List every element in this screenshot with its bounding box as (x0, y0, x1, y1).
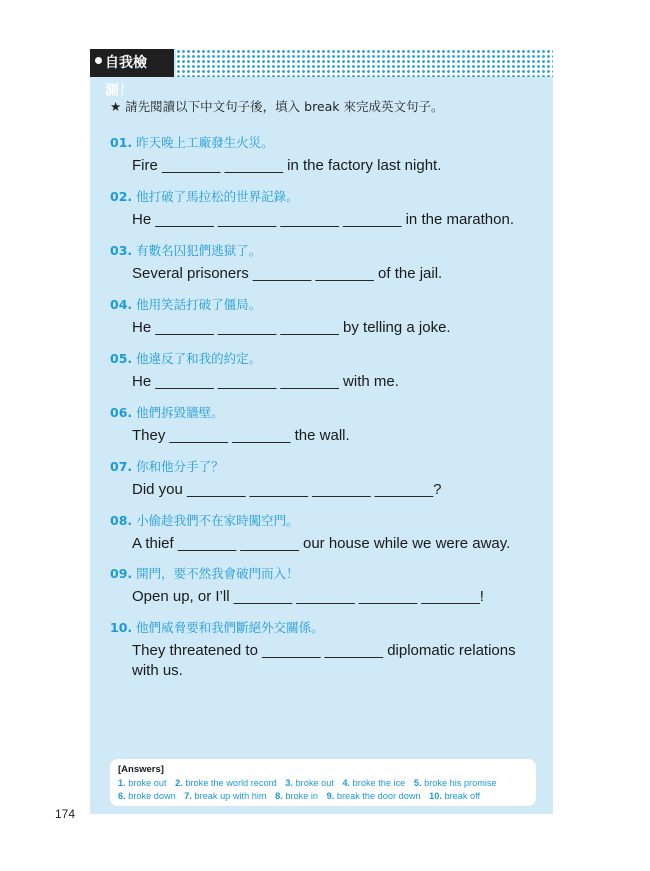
answers-row-2 (118, 790, 528, 803)
answer-item (342, 778, 405, 788)
item-sentence: They threatened to _______ _______ diplomatic relations (132, 642, 516, 659)
item-number: 07. (110, 459, 133, 474)
answer-item (118, 791, 176, 801)
item-sentence: They _______ _______ the wall. (132, 427, 350, 444)
answer-text: broke his promise (424, 778, 497, 788)
answer-item (327, 791, 421, 801)
item-prompt (110, 564, 484, 581)
item-prompt (110, 457, 441, 474)
item-number: 02. (110, 189, 133, 204)
answer-number: 2. (175, 778, 183, 788)
item-number: 06. (110, 405, 133, 420)
answer-text: break up with him (194, 791, 267, 801)
exercise-item-05 (110, 349, 399, 392)
answer-text: broke down (128, 791, 176, 801)
item-chinese: 他們威脅要和我們斷絕外交關係。 (136, 620, 324, 635)
answer-text: broke out (295, 778, 334, 788)
item-prompt (110, 618, 516, 635)
answer-item (184, 791, 266, 801)
item-chinese: 有數名囚犯們逃獄了。 (136, 243, 262, 258)
answer-text: broke the ice (352, 778, 406, 788)
answer-number: 9. (326, 791, 335, 801)
item-sentence: He _______ _______ _______ by telling a joke. (132, 319, 451, 336)
section-title-tab (90, 49, 174, 99)
answer-item (285, 778, 334, 788)
answer-item (118, 778, 167, 788)
answer-number: 8. (275, 791, 283, 801)
item-sentence: Fire _______ _______ in the factory last night. (132, 157, 442, 174)
answer-item (175, 778, 277, 788)
answer-text: broke in (285, 791, 319, 801)
answer-number: 1. (118, 778, 126, 788)
page-number: 174 (55, 807, 76, 821)
item-sentence: Open up, or I’ll _______ _______ _______ _______! (132, 588, 484, 605)
answer-number: 10. (429, 791, 442, 801)
exercise-item-02 (110, 187, 514, 230)
exercise-item-09 (110, 564, 484, 607)
exercise-item-06 (110, 403, 350, 446)
answer-item (414, 778, 497, 788)
item-chinese: 他違反了和我的約定。 (136, 351, 262, 366)
exercise-item-01 (110, 133, 441, 176)
item-prompt (110, 241, 442, 258)
answer-text: broke the world record (185, 778, 277, 788)
item-number: 04. (110, 297, 133, 312)
item-sentence: Several prisoners _______ _______ of the jail. (132, 265, 443, 282)
answer-item (275, 791, 318, 801)
item-sentence-continued: with us. (132, 662, 183, 679)
item-number: 01. (110, 135, 133, 150)
item-prompt (110, 349, 399, 366)
exercise-item-03 (110, 241, 442, 284)
dotted-pattern-band (176, 49, 553, 77)
exercise-item-08 (110, 511, 510, 554)
exercise-item-10 (110, 618, 516, 681)
item-prompt (110, 295, 451, 312)
answer-number: 7. (184, 791, 192, 801)
item-prompt (110, 403, 350, 420)
answers-box (110, 759, 536, 806)
item-number: 08. (110, 513, 133, 528)
answer-number: 4. (342, 778, 351, 788)
item-number: 03. (110, 243, 133, 258)
bullet-dot-icon (95, 57, 102, 64)
item-chinese: 昨天晚上工廠發生火災。 (136, 135, 274, 150)
item-chinese: 開門，要不然我會破門而入！ (136, 566, 299, 581)
item-number: 09. (110, 566, 133, 581)
item-chinese: 小偷趁我們不在家時闖空門。 (136, 513, 299, 528)
answer-number: 3. (285, 778, 293, 788)
item-number: 10. (110, 620, 133, 635)
item-chinese: 他們拆毀牆壁。 (136, 405, 224, 420)
answers-title: [Answers] (118, 764, 164, 775)
item-prompt (110, 187, 514, 204)
section-header (90, 49, 553, 99)
item-prompt (110, 133, 441, 150)
item-chinese: 他打破了馬拉松的世界記錄。 (136, 189, 299, 204)
instruction-text: ★ 請先閱讀以下中文句子後，填入 break 來完成英文句子。 (110, 99, 444, 114)
item-sentence: He _______ _______ _______ with me. (132, 373, 399, 390)
item-sentence: He _______ _______ _______ _______ in the marathon. (132, 211, 514, 228)
answer-text: broke out (128, 778, 167, 788)
answer-number: 6. (118, 791, 126, 801)
item-sentence: Did you _______ _______ _______ _______? (132, 481, 442, 498)
item-chinese: 你和他分手了？ (136, 459, 224, 474)
exercise-item-07 (110, 457, 441, 500)
answer-text: break the door down (336, 791, 421, 801)
item-chinese: 他用笑話打破了僵局。 (136, 297, 262, 312)
section-title: 自我檢測！ (105, 55, 147, 99)
item-sentence: A thief _______ _______ our house while we were away. (132, 535, 511, 552)
item-number: 05. (110, 351, 133, 366)
exercise-item-04 (110, 295, 451, 338)
answer-number: 5. (413, 778, 422, 788)
answer-item (429, 791, 480, 801)
answers-row-1 (118, 777, 528, 790)
answer-text: break off (444, 791, 481, 801)
item-prompt (110, 511, 510, 528)
